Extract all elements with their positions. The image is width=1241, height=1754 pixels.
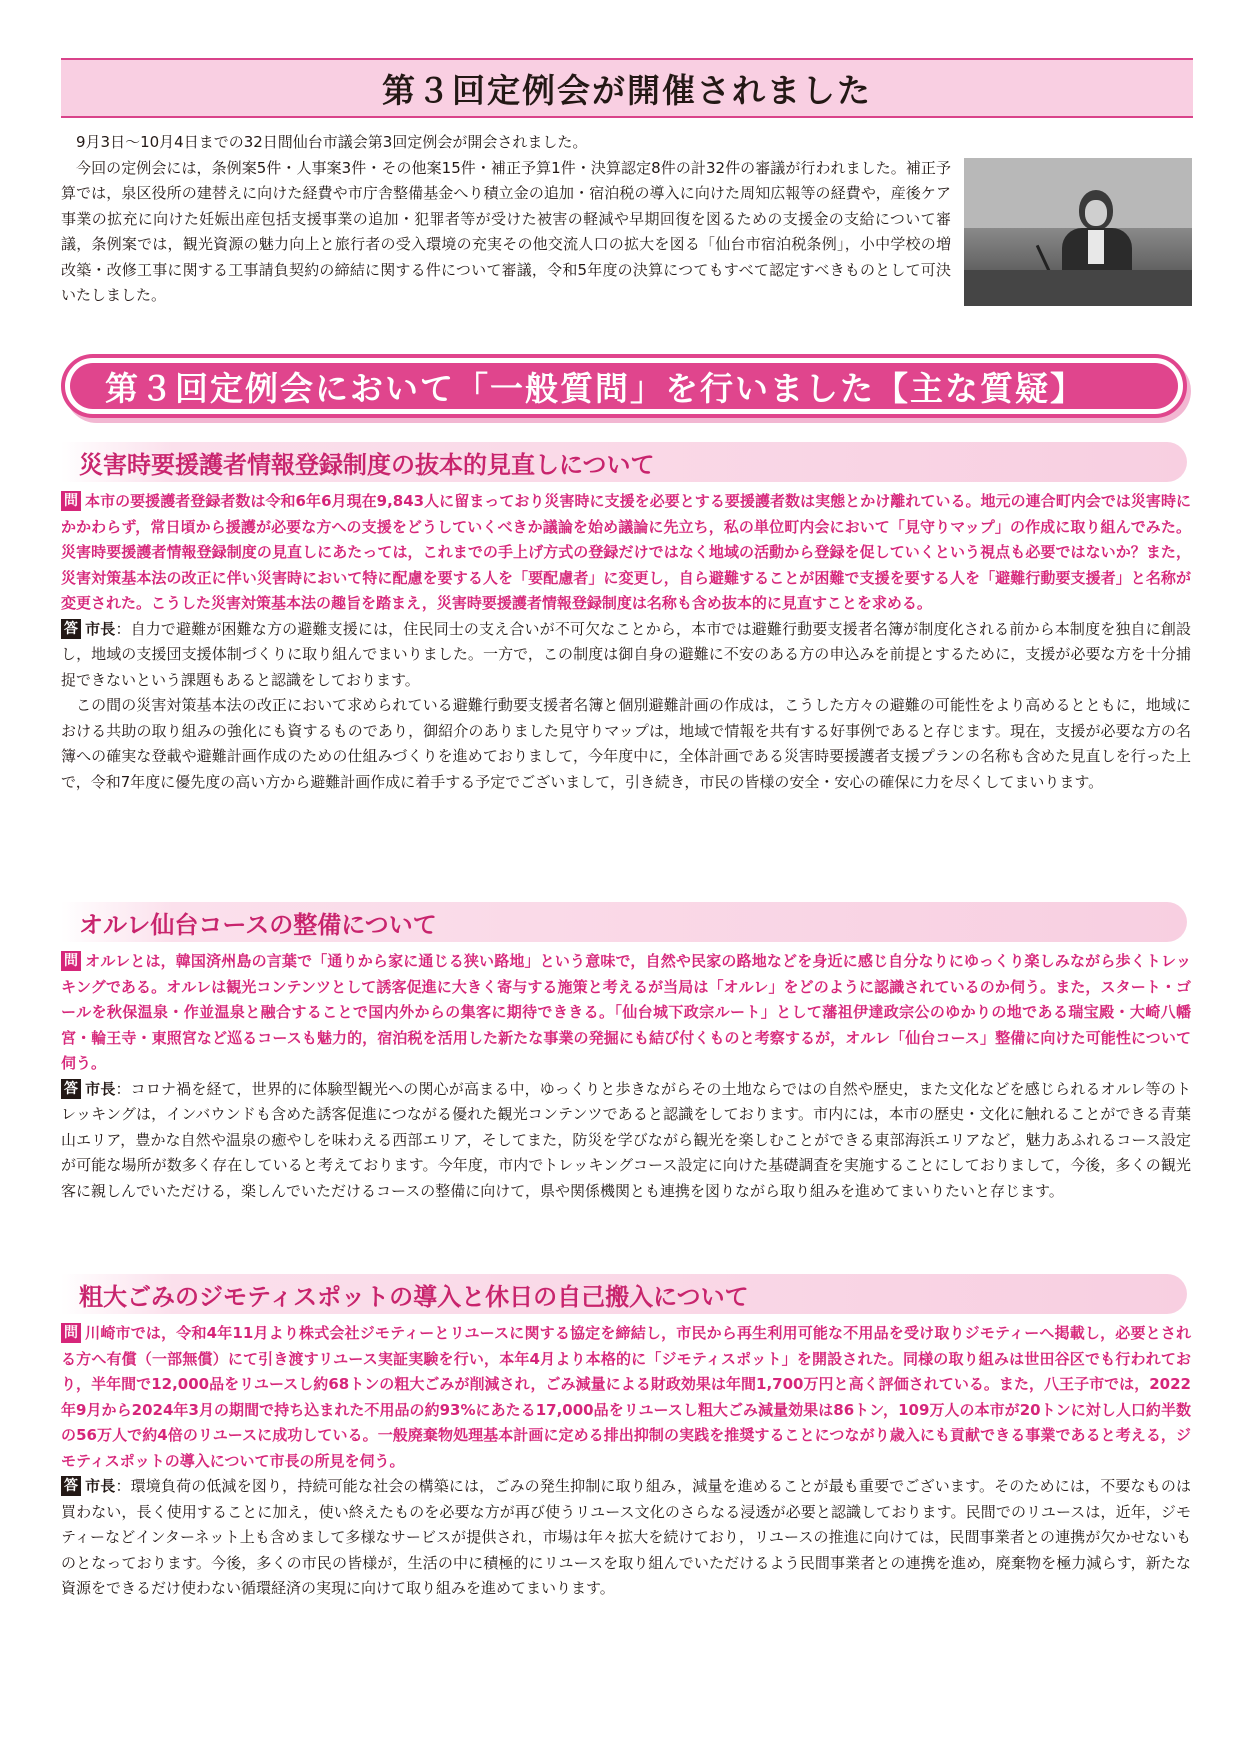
question-block [61,949,1191,1077]
question-block [61,489,1191,617]
intro-paragraph: 9月3日～10月4日までの32日間仙台市議会第3回定例会が開会されました。 [76,133,588,151]
topic-title: 災害時要援護者情報登録制度の抜本的見直しについて [79,450,655,479]
intro-paragraph: 今回の定例会には，条例案5件・人事案3件・その他案15件・補正予算1件・決算認定8件の計32件の審議が行われました。補正予算では，泉区役所の建替えに向けた経費や市庁舎整備基金へり積立金の追加・宿泊税の導入に向けた周知広報等の経費や，産後ケア事業の拡充に向けた妊娠出産包括支援事業の追加・犯罪者等が受けた被害の軽減や早期回復を図るための支援金の支給について審議，条例案では，観光資源の魅力向上と旅行者の受入環境の充実その他交流人口の拡大を図る「仙台市宿泊税条例」，小中学校の増改築・改修工事に関する工事請負契約の締結に関する件について審議，令和5年度の決算につてもすべて認定すべきものとして可決いたしました。 [61,158,951,304]
answer-text: ：自力で避難が困難な方の避難支援には，住民同士の支え合いが不可欠なことから，本市では避難行動要支援者名簿が制度化される前から本制度を独自に創設し，地域の支援団支援体制づくりに取り組んでまいりました。一方で，この制度は御自身の避難に不安のある方の申込みを前提とするために，支援が必要な方を十分捕捉できないという課題もあると認識をしております。 [61,619,1191,689]
page-title: 第３回定例会が開催されました [382,70,872,110]
answer-block [61,1077,1191,1205]
council-photo [964,158,1192,306]
answer-block [61,1474,1191,1602]
question-mark: 問 [61,491,81,511]
topic-header [61,442,1187,482]
question-text: オルレとは，韓国済州島の言葉で「通りから家に通じる狭い路地」という意味で，自然や民家の路地などを身近に感じ自分なりにゆっくり楽しみながら歩くトレッキングである。オルレは観光コンテンツとして誘客促進に大きく寄与する施策と考えるが当局は「オルレ」をどのように認識されているのか伺う。また，スタート・ゴールを秋保温泉・作並温泉と融合することで国内外からの集客に期待でききる。「仙台城下政宗ルート」として藩祖伊達政宗公のゆかりの地である瑞宝殿・大崎八幡宮・輪王寺・東照宮など巡るコースも魅力的，宿泊税を活用した新たな事業の発掘にも結び付くものと考察するが，オルレ「仙台コース」整備に向けた可能性について伺う。 [61,952,1191,1072]
answer-text: ：環境負荷の低減を図り，持続可能な社会の構築には，ごみの発生抑制に取り組み，減量を進めることが最も重要でございます。そのためには，不要なものは買わない，長く使用することに加え，使い終えたものを必要な方が再び使うリユース文化のさらなる浸透が必要と認識しております。民間でのリユースは，近年，ジモティーなどインターネット上も含めまして多様なサービスが提供され，市場は年々拡大を続けており，リユースの推進に向けては，民間事業者との連携が欠かせないものとなっております。今後，多くの市民の皆様が，生活の中に積極的にリユースを取り組んでいただけるよう民間事業者との連携を進め，廃棄物を極力減らす，新たな資源をできるだけ使わない循環経済の実現に向けて取り組みを進めてまいります。 [61,1477,1191,1597]
intro-text [61,130,951,309]
topic-title: オルレ仙台コースの整備について [79,910,437,939]
answer-speaker: 市長 [85,1079,116,1098]
question-mark: 問 [61,951,81,971]
answer-block [61,617,1191,694]
section-title: 第３回定例会において「一般質問」を行いました【主な質疑】 [105,368,1085,408]
question-mark: 問 [61,1323,81,1343]
answer-mark: 答 [61,1079,81,1099]
answer-mark: 答 [61,619,81,639]
answer-text: ：コロナ禍を経て，世界的に体験型観光への関心が高まる中，ゆっくりと歩きながらその土地ならではの自然や歴史，また文化などを感じられるオルレ等のトレッキングは，インバウンドも含めた誘客促進につながる優れた観光コンテンツであると認識をしております。市内には，本市の歴史・文化に触れることができる青葉山エリア，豊かな自然や温泉の癒やしを味わえる西部エリア，そしてまた，防災を学びながら観光を楽しむことができる東部海浜エリアなど，魅力あふれるコース設定が可能な場所が数多く存在していると考えております。今年度，市内でトレッキングコース設定に向けた基礎調査を実施することにしておりまして，今後，多くの観光客に親しんでいただける，楽しんでいただけるコースの整備に向けて，県や関係機関とも連携を図りながら取り組みを進めてまいりたいと存じます。 [61,1079,1191,1200]
question-text: 本市の要援護者登録者数は令和6年6月現在9,843人に留まっており災害時に支援を必要とする要援護者数は実態とかけ離れている。地元の連合町内会では災害時にかかわらず，常日頃から援護が必要な方への支援をどうしていくべきか議論を始め議論に先立ち，私の単位町内会において「見守りマップ」の作成に取り組んでみた。災害時要援護者情報登録制度の見直しにあたっては，これまでの手上げ方式の登録だけではなく地域の活動から登録を促していくという視点も必要ではないか？また，災害対策基本法の改正に伴い災害時において特に配慮を要する人を「要配慮者」に変更し，自ら避難することが困難で支援を要する人を「避難行動要支援者」と名称が変更された。こうした災害対策基本法の趣旨を踏まえ，災害時要援護者情報登録制度は名称も含め抜本的に見直すことを求める。 [61,492,1191,612]
topic-body [61,949,1191,1204]
topic-body [61,1321,1191,1602]
answer-speaker: 市長 [85,619,116,638]
topic-header [61,1274,1187,1314]
topic-title: 粗大ごみのジモティスポットの導入と休日の自己搬入について [79,1282,749,1311]
answer-continuation: この間の災害対策基本法の改正において求められている避難行動要支援者名簿と個別避難計画の作成は，こうした方々の避難の可能性をより高めるとともに，地域における共助の取り組みの強化にも資するものであり，御紹介のありました見守りマップは，地域で情報を共有する好事例であると存じます。現在，支援が必要な方の名簿への確実な登載や避難計画作成のための仕組みづくりを進めておりまして，今年度中に，全体計画である災害時要援護者支援プランの名称も含めた見直しを行った上で，令和7年度に優先度の高い方から避難計画作成に着手する予定でございまして，引き続き，市民の皆様の安全・安心の確保に力を尽くしてまいります。 [61,696,1191,791]
section-header [61,354,1187,418]
question-text: 川崎市では，令和4年11月より株式会社ジモティーとリユースに関する協定を締結し，市民から再生利用可能な不用品を受け取りジモティーへ掲載し，必要とされる方へ有償（一部無償）にて引き渡すリユース実証実験を行い，本年4月より本格的に「ジモティスポット」を開設された。同様の取り組みは世田谷区でも行われており，半年間で12,000品をリユースし約68トンの粗大ごみが削減され，ごみ減量による財政効果は年間1,700万円と高く評価されている。また，八王子市では，2022年9月から2024年3月の期間で持ち込まれた不用品の約93%にあたる17,000品をリユースし粗大ごみ減量効果は86トン，109万人の本市が20トンに対し人口約半数の56万人で約4倍のリユースに成功している。一般廃棄物処理基本計画に定める排出抑制の実践を推奨することにつながり歳入にも貢献できる事業であると考える，ジモティスポットの導入について市長の所見を伺う。 [61,1324,1191,1470]
answer-mark: 答 [61,1476,81,1496]
header-banner [61,58,1193,118]
topic-header [61,902,1187,942]
answer-speaker: 市長 [85,1477,116,1495]
question-block [61,1321,1191,1474]
topic-body [61,489,1191,795]
